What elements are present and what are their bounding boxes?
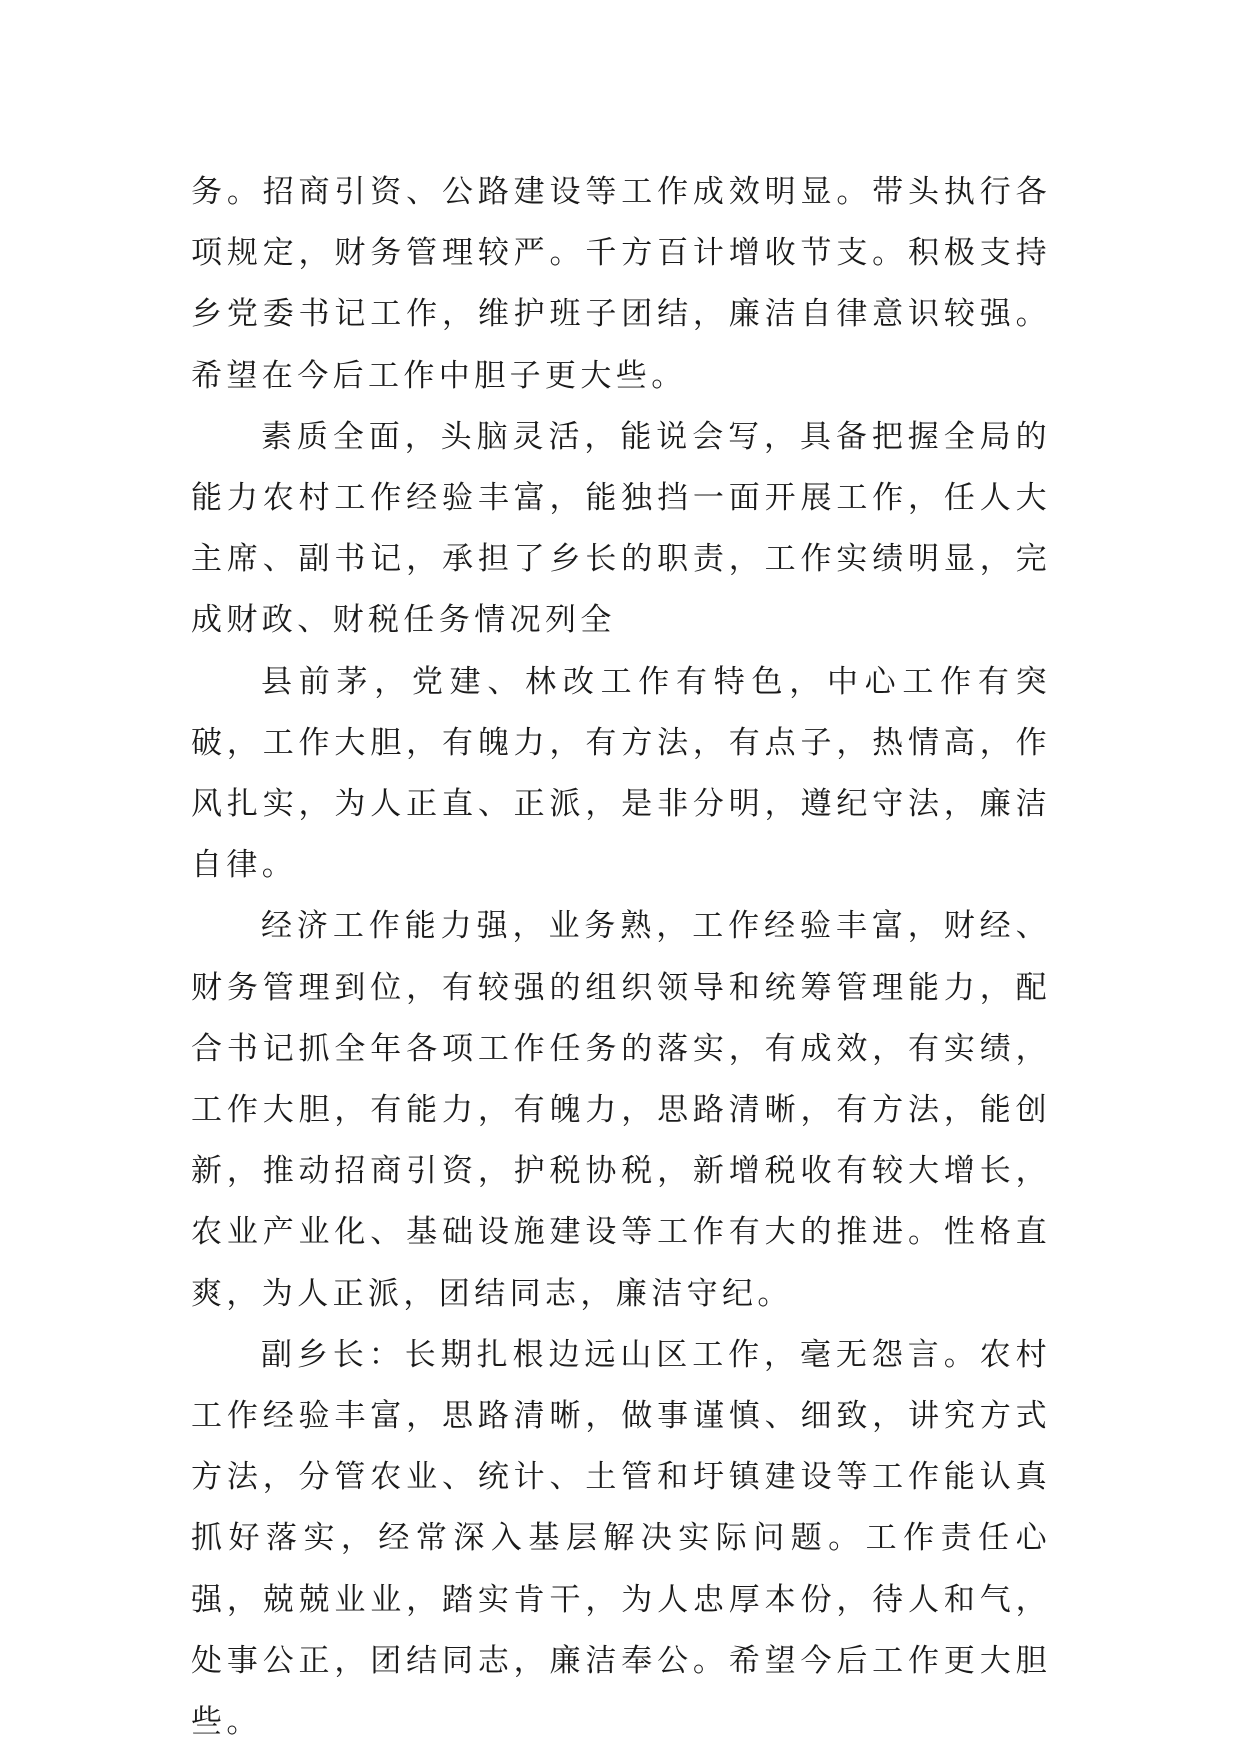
paragraph-5: 副乡长：长期扎根边远山区工作，毫无怨言。农村工作经验丰富，思路清晰，做事谨慎、细致，讲究方式方法，分管农业、统计、土管和圩镇建设等工作能认真抓好落实，经常深入基层解决实际问题。工作责任心强，兢兢业业，踏实肯干，为人忠厚本份，待人和气，处事公正，团结同志，廉洁奉公。希望今后工作更大胆些。 [191, 1336, 1051, 1741]
document-body [191, 162, 1051, 1753]
paragraph-4: 经济工作能力强，业务熟，工作经验丰富，财经、财务管理到位，有较强的组织领导和统筹管理能力，配合书记抓全年各项工作任务的落实，有成效，有实绩，工作大胆，有能力，有魄力，思路清晰，有方法，能创新，推动招商引资，护税协税，新增税收有较大增长，农业产业化、基础设施建设等工作有大的推进。性格直爽，为人正派，团结同志，廉洁守纪。 [191, 908, 1051, 1312]
paragraph-1: 务。招商引资、公路建设等工作成效明显。带头执行各项规定，财务管理较严。千方百计增收节支。积极支持乡党委书记工作，维护班子团结，廉洁自律意识较强。希望在今后工作中胆子更大些。 [191, 174, 1051, 394]
paragraph-2: 素质全面，头脑灵活，能说会写，具备把握全局的能力农村工作经验丰富，能独挡一面开展工作，任人大主席、副书记，承担了乡长的职责，工作实绩明显，完成财政、财税任务情况列全 [191, 418, 1051, 639]
paragraph-3: 县前茅，党建、林改工作有特色，中心工作有突破，工作大胆，有魄力，有方法，有点子，热情高，作风扎实，为人正直、正派，是非分明，遵纪守法，廉洁自律。 [191, 663, 1051, 884]
